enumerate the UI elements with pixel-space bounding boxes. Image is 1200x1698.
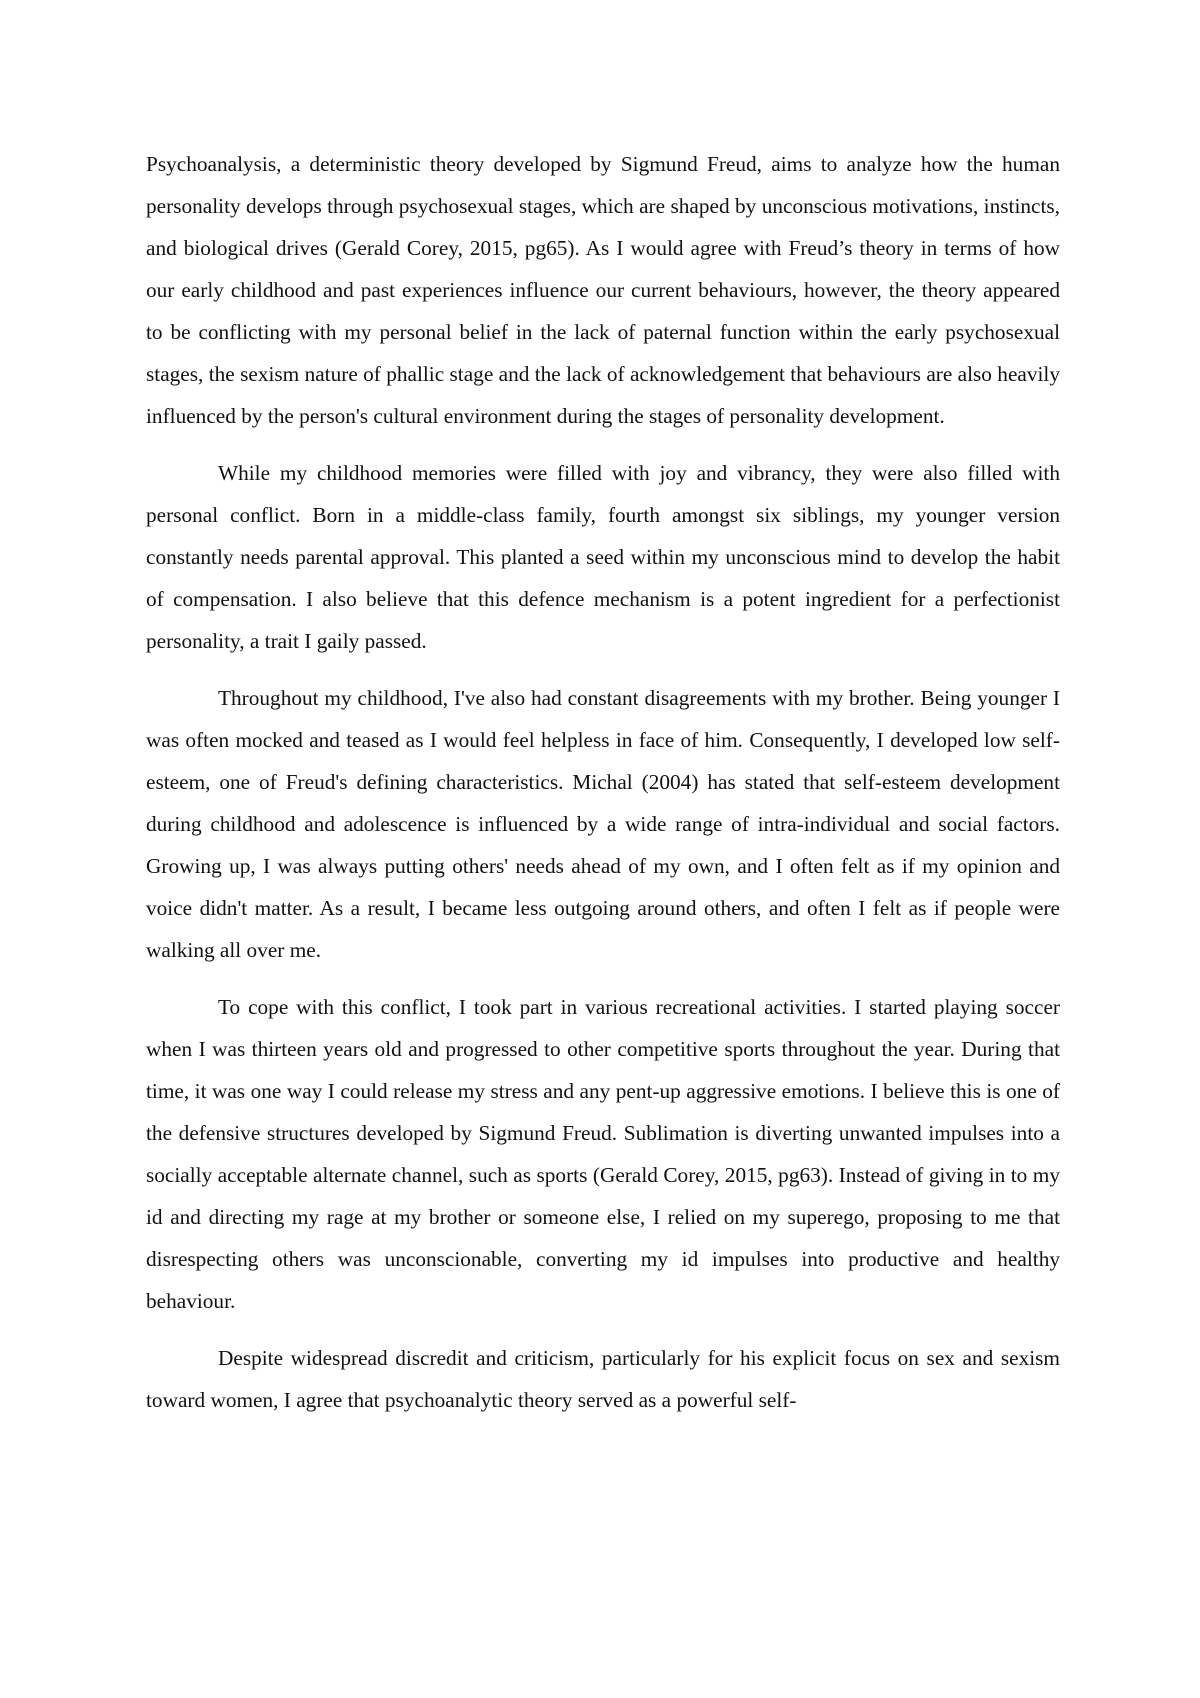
essay-body bbox=[146, 143, 1060, 1436]
paragraph-brother-conflict: Throughout my childhood, I've also had constant disagreements with my brother. Being younger I was often mocked and teased as I would feel helpless in face of him. Consequently, I developed low self-esteem, one of Freud's defining characteristics. Michal (2004) has stated that self-esteem development during childhood and adolescence is influenced by a wide range of intra-individual and social factors. Growing up, I was always putting others' needs ahead of my own, and I often felt as if my opinion and voice didn't matter. As a result, I became less outgoing around others, and often I felt as if people were walking all over me. bbox=[146, 686, 1060, 962]
paragraph-intro: Psychoanalysis, a deterministic theory developed by Sigmund Freud, aims to analyze how the human personality develops through psychosexual stages, which are shaped by unconscious motivations, instincts, and biological drives (Gerald Corey, 2015, pg65). As I would agree with Freud’s theory in terms of how our early childhood and past experiences influence our current behaviours, however, the theory appeared to be conflicting with my personal belief in the lack of paternal function within the early psychosexual stages, the sexism nature of phallic stage and the lack of acknowledgement that behaviours are also heavily influenced by the person's cultural environment during the stages of personality development. bbox=[146, 152, 1060, 428]
paragraph-childhood-memories: While my childhood memories were filled with joy and vibrancy, they were also filled with personal conflict. Born in a middle-class family, fourth amongst six siblings, my younger version constantly needs parental approval. This planted a seed within my unconscious mind to develop the habit of compensation. I also believe that this defence mechanism is a potent ingredient for a perfectionist personality, a trait I gaily passed. bbox=[146, 461, 1060, 653]
paragraph-conclusion-start: Despite widespread discredit and criticism, particularly for his explicit focus on sex and sexism toward women, I agree that psychoanalytic theory served as a powerful self- bbox=[146, 1346, 1060, 1412]
paragraph-coping-sports: To cope with this conflict, I took part in various recreational activities. I started playing soccer when I was thirteen years old and progressed to other competitive sports throughout the year. During that time, it was one way I could release my stress and any pent-up aggressive emotions. I believe this is one of the defensive structures developed by Sigmund Freud. Sublimation is diverting unwanted impulses into a socially acceptable alternate channel, such as sports (Gerald Corey, 2015, pg63). Instead of giving in to my id and directing my rage at my brother or someone else, I relied on my superego, proposing to me that disrespecting others was unconscionable, converting my id impulses into productive and healthy behaviour. bbox=[146, 995, 1060, 1313]
